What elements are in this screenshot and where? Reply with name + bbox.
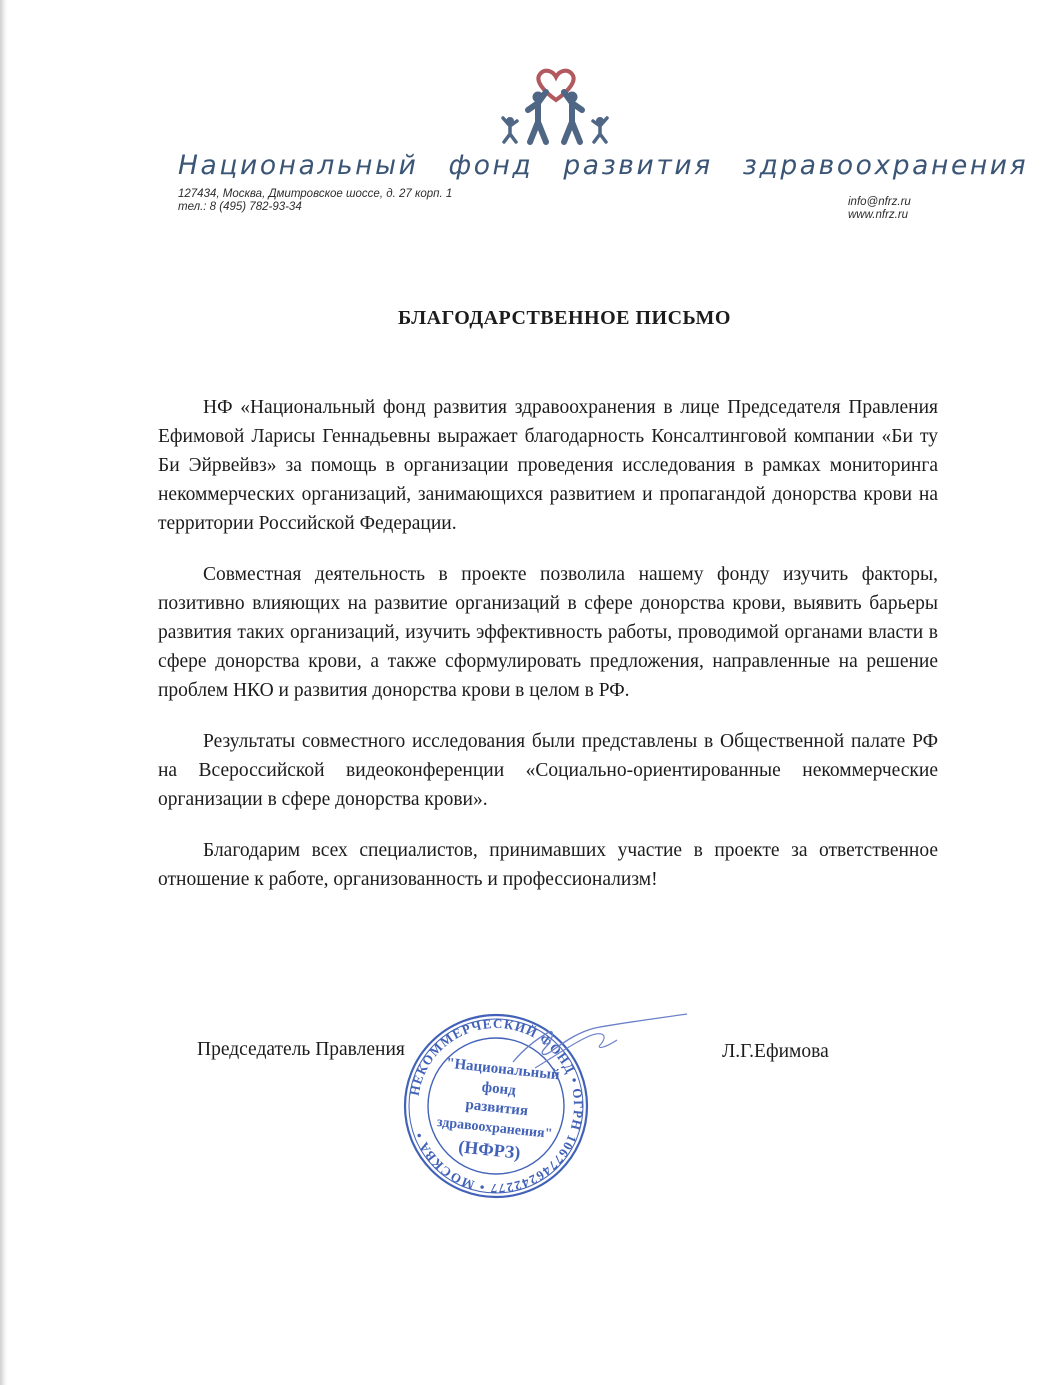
signatory-name: Л.Г.Ефимова [722,1041,829,1062]
email: info@nfrz.ru [848,196,911,208]
stamp-line: развития [464,1096,529,1120]
paragraph: Благодарим всех специалистов, принимавших участие в проекте за ответственное отношение к работе, организованность и профессионализм! [158,840,938,890]
foundation-logo [492,66,620,148]
stamp-line: "Национальный [445,1055,561,1084]
website: www.nfrz.ru [848,209,909,221]
org-name-word: фонд [448,150,534,181]
stamp-line: здравоохранения" [436,1114,554,1142]
stamp-ring-text: НЕКОММЕРЧЕСКИЙ ФОНД • ОГРН 1067746242277 • МОСКВА • [406,1015,587,1197]
org-name [178,150,1029,181]
paragraph: НФ «Национальный фонд развития здравоохранения в лице Председателя Правления Ефимовой Ларисы Геннадьевны выражает благодарность Консалтинговой компании «Би ту Би Эйрвейвз» за помощь в организации проведения исследования в рамках мониторинга некоммерческих организаций, занимающихся развитием и пропагандой донорства крови на территории Российской Федерации. [158,397,938,534]
phone-line: тел.: 8 (495) 782-93-34 [178,201,302,213]
org-name-word: развития [563,150,713,181]
letterhead-address [178,188,452,214]
org-name-word: здравоохранения [742,150,1029,181]
letter-body [158,393,938,894]
address-line: 127434, Москва, Дмитровское шоссе, д. 27 корп. 1 [178,188,453,200]
letter-title: БЛАГОДАРСТВЕННОЕ ПИСЬМО [398,307,731,329]
signatory-role: Председатель Правления [197,1039,405,1060]
paragraph: Результаты совместного исследования были представлены в Общественной палате РФ на Всероссийской видеоконференции «Социально-ориентированные некоммерческие организации в сфере донорства крови». [158,731,938,810]
stamp-line: (НФРЗ) [457,1136,522,1163]
stamp-line: фонд [480,1079,517,1099]
letterhead-contacts [848,196,911,222]
org-name-word: Национальный [178,150,419,181]
scan-edge-shadow [0,0,8,1385]
handwritten-signature [505,1010,690,1080]
paragraph: Совместная деятельность в проекте позволила нашему фонду изучить факторы, позитивно влияющих на развитие организаций в сфере донорства крови, выявить барьеры развития таких организаций, изучить эффективность работы, проводимой органами власти в сфере донорства крови, а также сформулировать предложения, направленные на решение проблем НКО и развития донорства крови в целом в РФ. [158,564,938,701]
